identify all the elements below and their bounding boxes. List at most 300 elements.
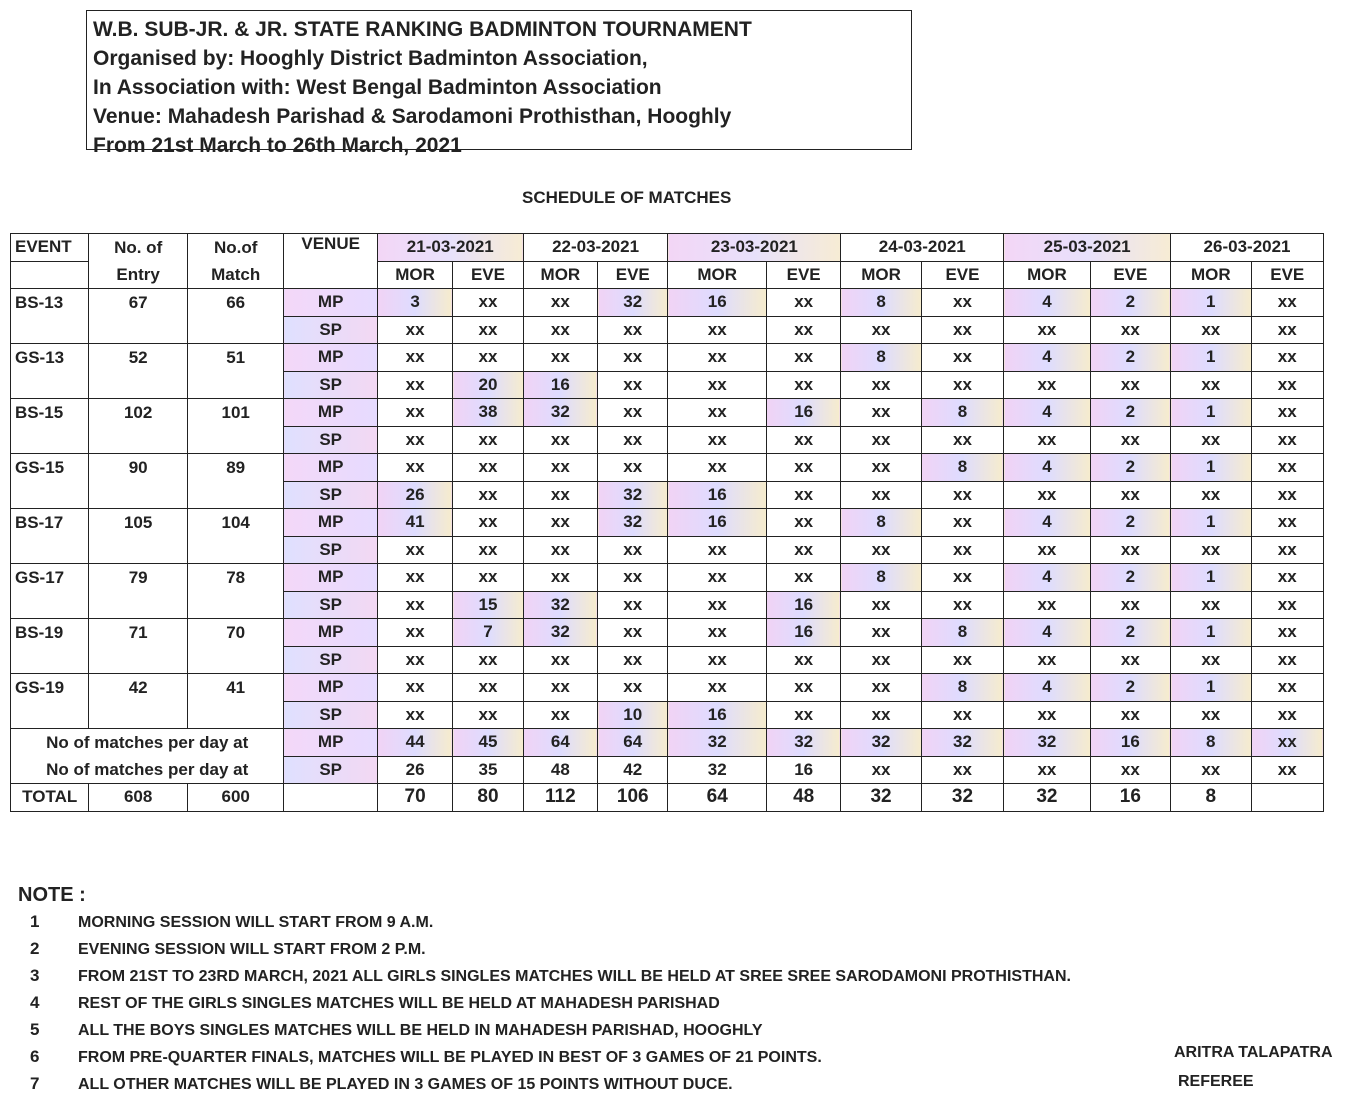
event-entry: 79 — [89, 564, 188, 592]
match-count-cell: xx — [668, 674, 767, 702]
event-row-mp — [11, 454, 1324, 482]
match-count-cell: xx — [668, 454, 767, 482]
venue-mp: MP — [284, 619, 377, 647]
match-count-cell: xx — [921, 646, 1003, 674]
match-count-cell: 1 — [1171, 619, 1251, 647]
match-count-cell: xx — [1251, 564, 1324, 592]
match-count-cell: xx — [598, 316, 668, 344]
match-count-cell: xx — [377, 316, 452, 344]
note-number: 1 — [30, 912, 40, 931]
event-name: BS-17 — [11, 509, 89, 537]
total-cell: 112 — [523, 784, 597, 812]
session-mor-2: MOR — [523, 261, 597, 289]
match-count-cell: xx — [523, 316, 597, 344]
venue-mp: MP — [284, 399, 377, 427]
match-count-cell: 1 — [1171, 344, 1251, 372]
total-cell: 48 — [766, 784, 840, 812]
header-title: W.B. SUB-JR. & JR. STATE RANKING BADMINTON TOURNAMENT — [93, 18, 752, 41]
match-count-cell: xx — [921, 371, 1003, 399]
match-count-cell: xx — [1171, 536, 1251, 564]
per-day-label-sp: No of matches per day at — [11, 756, 284, 784]
match-count-cell: xx — [598, 454, 668, 482]
total-entry: 608 — [89, 784, 188, 812]
note-number: 3 — [30, 966, 40, 985]
session-eve-1: EVE — [453, 261, 523, 289]
venue-mp: MP — [284, 509, 377, 537]
table-header-row-2 — [11, 261, 1324, 289]
event-row-mp — [11, 509, 1324, 537]
note-text: ALL THE BOYS SINGLES MATCHES WILL BE HELD IN MAHADESH PARISHAD, HOOGHLY — [78, 1022, 763, 1039]
event-name-blank — [11, 536, 89, 564]
match-count-cell: xx — [1251, 481, 1324, 509]
note-number: 4 — [30, 993, 40, 1012]
event-match: 104 — [187, 509, 284, 537]
match-count-cell: xx — [921, 316, 1003, 344]
match-count-cell: 4 — [1004, 344, 1090, 372]
match-count-cell: 1 — [1171, 399, 1251, 427]
match-count-cell: xx — [453, 509, 523, 537]
match-count-cell: xx — [1251, 701, 1324, 729]
match-count-cell: xx — [841, 591, 921, 619]
match-count-cell: xx — [668, 399, 767, 427]
event-name-blank — [11, 426, 89, 454]
total-cell: 80 — [453, 784, 523, 812]
note-item — [30, 1047, 822, 1067]
match-count-cell: xx — [1251, 426, 1324, 454]
match-count-cell: 8 — [921, 399, 1003, 427]
per-day-sp-cell: xx — [921, 756, 1003, 784]
per-day-sp-cell: xx — [1004, 756, 1090, 784]
match-count-cell: xx — [377, 674, 452, 702]
match-count-cell: 8 — [921, 619, 1003, 647]
match-count-cell: 10 — [598, 701, 668, 729]
match-count-cell: xx — [841, 426, 921, 454]
match-count-cell: xx — [453, 289, 523, 317]
match-count-cell: xx — [1251, 316, 1324, 344]
match-count-cell: xx — [523, 646, 597, 674]
referee-title: REFEREE — [1178, 1073, 1254, 1090]
match-count-cell: xx — [1251, 289, 1324, 317]
match-count-cell: xx — [377, 619, 452, 647]
match-count-cell: 7 — [453, 619, 523, 647]
match-count-cell: xx — [377, 564, 452, 592]
per-day-mp-cell: 64 — [523, 729, 597, 757]
match-count-cell: 8 — [921, 454, 1003, 482]
event-row-mp — [11, 289, 1324, 317]
event-name: BS-13 — [11, 289, 89, 317]
match-count-cell: xx — [1090, 371, 1170, 399]
per-day-mp-cell: 32 — [766, 729, 840, 757]
event-match-blank — [187, 371, 284, 399]
totals-row — [11, 784, 1324, 812]
header-organiser: Organised by: Hooghly District Badminton Association, — [93, 47, 648, 70]
match-count-cell: xx — [598, 426, 668, 454]
match-count-cell: xx — [921, 701, 1003, 729]
match-count-cell: 32 — [598, 289, 668, 317]
match-count-cell: xx — [766, 509, 840, 537]
match-count-cell: xx — [766, 646, 840, 674]
per-day-mp-cell: 45 — [453, 729, 523, 757]
per-day-mp-cell: 44 — [377, 729, 452, 757]
event-entry-blank — [89, 371, 188, 399]
per-day-sp-cell: xx — [1171, 756, 1251, 784]
venue-sp: SP — [284, 316, 377, 344]
total-label: TOTAL — [11, 784, 89, 812]
total-cell: 8 — [1171, 784, 1251, 812]
match-count-cell: xx — [1090, 536, 1170, 564]
match-count-cell: 38 — [453, 399, 523, 427]
note-number: 7 — [30, 1074, 40, 1093]
match-count-cell: xx — [1090, 591, 1170, 619]
match-count-cell: xx — [921, 564, 1003, 592]
per-day-sp-cell: xx — [1090, 756, 1170, 784]
event-entry: 42 — [89, 674, 188, 702]
match-count-cell: 2 — [1090, 509, 1170, 537]
event-row-sp — [11, 481, 1324, 509]
match-count-cell: xx — [523, 674, 597, 702]
date-header-3: 23-03-2021 — [668, 234, 841, 262]
match-count-cell: xx — [766, 426, 840, 454]
match-count-cell: xx — [766, 344, 840, 372]
venue-mp: MP — [284, 674, 377, 702]
match-count-cell: xx — [598, 674, 668, 702]
match-count-cell: 32 — [598, 509, 668, 537]
match-count-cell: 2 — [1090, 454, 1170, 482]
venue-sp: SP — [284, 481, 377, 509]
date-header-1: 21-03-2021 — [377, 234, 523, 262]
match-count-cell: xx — [921, 481, 1003, 509]
match-count-cell: 3 — [377, 289, 452, 317]
session-mor-5: MOR — [1004, 261, 1090, 289]
match-count-cell: 8 — [841, 509, 921, 537]
header-association: In Association with: West Bengal Badminton Association — [93, 76, 662, 99]
header-venue: Venue: Mahadesh Parishad & Sarodamoni Prothisthan, Hooghly — [93, 105, 732, 128]
event-name: GS-17 — [11, 564, 89, 592]
header-dates: From 21st March to 26th March, 2021 — [93, 134, 462, 157]
event-row-sp — [11, 701, 1324, 729]
match-count-cell: xx — [1251, 454, 1324, 482]
event-header-blank — [11, 261, 89, 289]
total-match: 600 — [187, 784, 284, 812]
total-cell: 32 — [921, 784, 1003, 812]
event-match: 66 — [187, 289, 284, 317]
tournament-header-box — [86, 10, 912, 157]
match-count-cell: xx — [766, 371, 840, 399]
referee-name: ARITRA TALAPATRA — [1174, 1044, 1333, 1061]
match-count-cell: 20 — [453, 371, 523, 399]
match-count-cell: 2 — [1090, 619, 1170, 647]
match-count-cell: xx — [523, 426, 597, 454]
event-row-mp — [11, 344, 1324, 372]
match-count-cell: xx — [766, 536, 840, 564]
match-count-cell: xx — [841, 536, 921, 564]
match-count-cell: xx — [766, 564, 840, 592]
match-count-cell: 2 — [1090, 344, 1170, 372]
venue-mp: MP — [284, 454, 377, 482]
match-count-cell: xx — [921, 536, 1003, 564]
match-count-cell: xx — [453, 701, 523, 729]
match-count-cell: xx — [598, 619, 668, 647]
session-eve-6: EVE — [1251, 261, 1324, 289]
match-count-cell: 32 — [523, 591, 597, 619]
per-day-sp-cell: 42 — [598, 756, 668, 784]
event-row-sp — [11, 536, 1324, 564]
event-row-mp — [11, 619, 1324, 647]
match-count-cell: xx — [1004, 481, 1090, 509]
match-count-cell: xx — [1090, 701, 1170, 729]
match-count-cell: 4 — [1004, 564, 1090, 592]
match-count-cell: xx — [921, 344, 1003, 372]
per-day-mp-cell: xx — [1251, 729, 1324, 757]
match-count-cell: xx — [377, 701, 452, 729]
match-count-cell: xx — [668, 316, 767, 344]
date-header-5: 25-03-2021 — [1004, 234, 1171, 262]
match-count-cell: xx — [1090, 646, 1170, 674]
note-number: 6 — [30, 1047, 40, 1066]
match-count-cell: xx — [598, 646, 668, 674]
match-count-cell: xx — [841, 399, 921, 427]
per-day-mp-cell: 8 — [1171, 729, 1251, 757]
match-count-cell: xx — [523, 536, 597, 564]
match-count-cell: xx — [1251, 509, 1324, 537]
venue-mp: MP — [284, 729, 377, 757]
match-count-cell: 32 — [598, 481, 668, 509]
match-count-cell: xx — [1090, 426, 1170, 454]
event-match-blank — [187, 646, 284, 674]
event-match: 51 — [187, 344, 284, 372]
note-text: MORNING SESSION WILL START FROM 9 A.M. — [78, 914, 434, 931]
session-eve-3: EVE — [766, 261, 840, 289]
event-row-sp — [11, 591, 1324, 619]
match-count-cell: 4 — [1004, 454, 1090, 482]
match-count-cell: xx — [668, 371, 767, 399]
event-entry: 105 — [89, 509, 188, 537]
match-count-cell: xx — [453, 564, 523, 592]
match-count-cell: xx — [766, 674, 840, 702]
match-count-cell: xx — [766, 316, 840, 344]
match-header-1: No.of — [187, 234, 284, 262]
session-eve-2: EVE — [598, 261, 668, 289]
notes-heading: NOTE : — [18, 884, 86, 906]
match-count-cell: 1 — [1171, 674, 1251, 702]
match-count-cell: xx — [668, 536, 767, 564]
match-count-cell: xx — [598, 371, 668, 399]
match-count-cell: xx — [377, 426, 452, 454]
event-row-sp — [11, 426, 1324, 454]
event-entry-blank — [89, 536, 188, 564]
match-count-cell: 16 — [523, 371, 597, 399]
event-entry: 102 — [89, 399, 188, 427]
event-match: 89 — [187, 454, 284, 482]
event-name-blank — [11, 591, 89, 619]
match-count-cell: xx — [1251, 536, 1324, 564]
match-count-cell: xx — [523, 509, 597, 537]
event-entry: 67 — [89, 289, 188, 317]
event-entry-blank — [89, 481, 188, 509]
match-count-cell: xx — [377, 591, 452, 619]
per-day-sp-cell: 26 — [377, 756, 452, 784]
event-match-blank — [187, 536, 284, 564]
match-count-cell: xx — [598, 344, 668, 372]
match-count-cell: xx — [921, 591, 1003, 619]
match-count-cell: xx — [668, 591, 767, 619]
event-entry-blank — [89, 701, 188, 729]
event-row-sp — [11, 646, 1324, 674]
per-day-mp-cell: 32 — [921, 729, 1003, 757]
match-count-cell: xx — [766, 701, 840, 729]
venue-mp: MP — [284, 564, 377, 592]
match-count-cell: xx — [1171, 426, 1251, 454]
event-name: GS-13 — [11, 344, 89, 372]
match-count-cell: xx — [1171, 371, 1251, 399]
note-text: FROM 21ST TO 23RD MARCH, 2021 ALL GIRLS SINGLES MATCHES WILL BE HELD AT SREE SREE SARODAMONI PROTHISTHAN. — [78, 968, 1071, 985]
match-count-cell: xx — [1251, 674, 1324, 702]
match-count-cell: xx — [1251, 344, 1324, 372]
match-count-cell: xx — [668, 619, 767, 647]
date-header-6: 26-03-2021 — [1171, 234, 1324, 262]
match-count-cell: xx — [1004, 591, 1090, 619]
session-mor-6: MOR — [1171, 261, 1251, 289]
total-venue-blank — [284, 784, 377, 812]
match-count-cell: 8 — [841, 564, 921, 592]
event-match: 101 — [187, 399, 284, 427]
match-count-cell: xx — [841, 371, 921, 399]
event-entry-blank — [89, 426, 188, 454]
match-count-cell: xx — [1004, 316, 1090, 344]
match-count-cell: xx — [523, 454, 597, 482]
note-item — [30, 1020, 762, 1040]
match-count-cell: xx — [523, 344, 597, 372]
session-mor-1: MOR — [377, 261, 452, 289]
match-count-cell: 16 — [766, 591, 840, 619]
per-day-mp-cell: 16 — [1090, 729, 1170, 757]
match-count-cell: xx — [841, 701, 921, 729]
match-count-cell: xx — [1090, 481, 1170, 509]
match-count-cell: 4 — [1004, 674, 1090, 702]
match-count-cell: xx — [1251, 371, 1324, 399]
event-name-blank — [11, 371, 89, 399]
event-entry: 71 — [89, 619, 188, 647]
match-count-cell: 16 — [668, 509, 767, 537]
match-count-cell: xx — [453, 344, 523, 372]
per-day-mp-cell: 32 — [841, 729, 921, 757]
total-cell: 70 — [377, 784, 452, 812]
match-count-cell: 4 — [1004, 289, 1090, 317]
per-day-row-sp — [11, 756, 1324, 784]
match-count-cell: xx — [766, 481, 840, 509]
per-day-sp-cell: 48 — [523, 756, 597, 784]
total-cell — [1251, 784, 1324, 812]
match-count-cell: xx — [598, 399, 668, 427]
match-count-cell: 8 — [921, 674, 1003, 702]
event-name-blank — [11, 481, 89, 509]
note-item — [30, 939, 426, 959]
event-match-blank — [187, 426, 284, 454]
match-count-cell: 16 — [766, 619, 840, 647]
event-row-mp — [11, 564, 1324, 592]
event-entry-blank — [89, 316, 188, 344]
match-count-cell: xx — [377, 536, 452, 564]
match-count-cell: xx — [523, 701, 597, 729]
per-day-sp-cell: xx — [841, 756, 921, 784]
session-mor-4: MOR — [841, 261, 921, 289]
match-count-cell: xx — [598, 591, 668, 619]
match-count-cell: xx — [453, 426, 523, 454]
match-count-cell: xx — [1171, 646, 1251, 674]
match-count-cell: 2 — [1090, 674, 1170, 702]
referee-block — [1174, 1038, 1333, 1096]
venue-sp: SP — [284, 756, 377, 784]
note-number: 5 — [30, 1020, 40, 1039]
match-count-cell: xx — [377, 371, 452, 399]
match-count-cell: xx — [523, 481, 597, 509]
event-row-mp — [11, 674, 1324, 702]
match-count-cell: xx — [598, 564, 668, 592]
note-text: REST OF THE GIRLS SINGLES MATCHES WILL BE HELD AT MAHADESH PARISHAD — [78, 995, 720, 1012]
total-cell: 32 — [841, 784, 921, 812]
venue-mp: MP — [284, 344, 377, 372]
match-count-cell: xx — [453, 674, 523, 702]
session-mor-3: MOR — [668, 261, 767, 289]
match-count-cell: xx — [668, 344, 767, 372]
match-count-cell: 16 — [668, 289, 767, 317]
match-count-cell: xx — [598, 536, 668, 564]
per-day-sp-cell: 35 — [453, 756, 523, 784]
event-name: GS-15 — [11, 454, 89, 482]
match-count-cell: xx — [1004, 371, 1090, 399]
match-count-cell: xx — [523, 564, 597, 592]
match-count-cell: xx — [1004, 536, 1090, 564]
match-count-cell: 32 — [523, 399, 597, 427]
venue-sp: SP — [284, 701, 377, 729]
match-count-cell: xx — [453, 646, 523, 674]
match-count-cell: xx — [668, 564, 767, 592]
event-match: 78 — [187, 564, 284, 592]
match-count-cell: xx — [921, 289, 1003, 317]
match-count-cell: 4 — [1004, 399, 1090, 427]
match-count-cell: 15 — [453, 591, 523, 619]
event-match-blank — [187, 591, 284, 619]
event-name-blank — [11, 646, 89, 674]
match-count-cell: xx — [841, 619, 921, 647]
match-count-cell: xx — [1251, 646, 1324, 674]
event-name-blank — [11, 701, 89, 729]
event-name-blank — [11, 316, 89, 344]
match-count-cell: 8 — [841, 344, 921, 372]
match-count-cell: xx — [1171, 316, 1251, 344]
match-count-cell: 4 — [1004, 619, 1090, 647]
venue-header: VENUE — [284, 234, 377, 289]
total-cell: 32 — [1004, 784, 1090, 812]
match-count-cell: xx — [377, 646, 452, 674]
match-count-cell: xx — [668, 426, 767, 454]
event-entry: 90 — [89, 454, 188, 482]
schedule-table — [10, 233, 1324, 812]
match-count-cell: xx — [668, 646, 767, 674]
event-entry: 52 — [89, 344, 188, 372]
event-row-mp — [11, 399, 1324, 427]
match-count-cell: xx — [1251, 591, 1324, 619]
match-count-cell: 2 — [1090, 289, 1170, 317]
match-count-cell: 8 — [841, 289, 921, 317]
table-header-row-1 — [11, 234, 1324, 262]
venue-mp: MP — [284, 289, 377, 317]
event-entry-blank — [89, 591, 188, 619]
per-day-mp-cell: 32 — [668, 729, 767, 757]
entry-header-1: No. of — [89, 234, 188, 262]
match-count-cell: xx — [1171, 481, 1251, 509]
match-count-cell: xx — [453, 316, 523, 344]
